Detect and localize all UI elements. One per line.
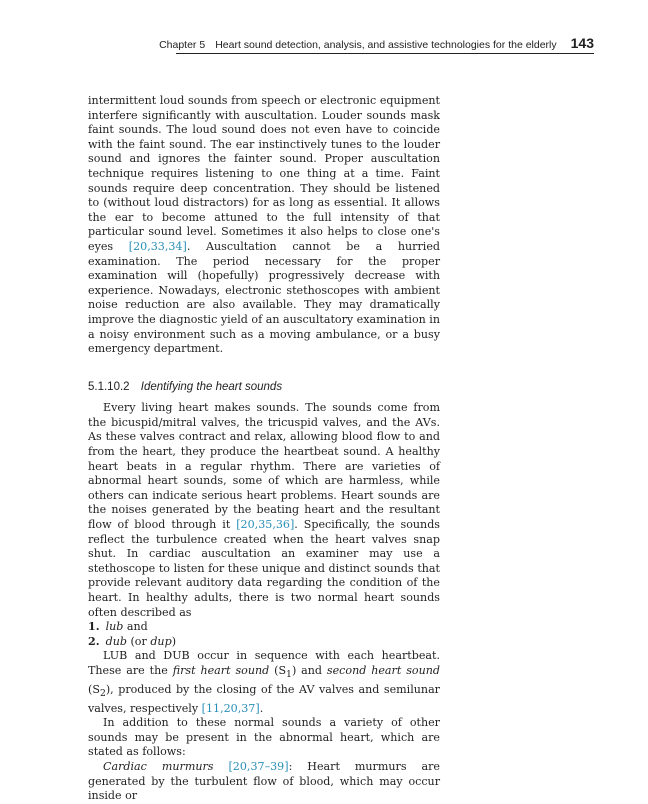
list-number: 1. (88, 620, 100, 634)
page-number: 143 (570, 35, 594, 51)
list-alt-term: dup (150, 634, 172, 648)
paragraph-text: . Auscultation cannot be a hurried examination. The period necessary for the proper examination will (hopefully) progressively decrease with experience. Nowadays, electronic stethoscopes with ambient noise reduction are also available. They may dramatically improve the diagnostic yield of an auscultatory examination in a noisy environment such as a moving ambulance, or a busy emergency department. (88, 239, 440, 356)
paragraph-text: ), produced by the closing of the AV valves and semilunar valves, respectively (88, 682, 440, 715)
citation-link[interactable]: [11,20,37] (201, 701, 260, 715)
section-title: Identifying the heart sounds (140, 380, 283, 393)
citation-link[interactable]: [20,35,36] (236, 518, 295, 532)
citation-link[interactable]: [20,33,34] (128, 239, 187, 253)
paragraph-heart-sounds (88, 401, 440, 620)
term-cardiac-murmurs: Cardiac murmurs (103, 759, 214, 773)
list-number: 2. (88, 634, 100, 648)
paragraph-text: : Heart murmurs are generated by the turbulent flow of blood, which may occur inside or (88, 759, 440, 803)
list-term: lub (105, 620, 124, 634)
list-close: ) (171, 634, 177, 648)
heart-sound-list (88, 620, 440, 649)
section-number: 5.1.10.2 (88, 380, 130, 393)
subscript: 1 (286, 669, 292, 681)
running-header (159, 35, 594, 55)
paragraph-text: (S (269, 663, 287, 677)
subscript: 2 (99, 688, 106, 699)
paragraph-cardiac-murmurs (88, 760, 440, 804)
citation-link[interactable]: [20,37–39] (228, 759, 289, 773)
paragraph-text: ) and (291, 663, 327, 677)
list-suffix: (or (126, 634, 151, 648)
header-rule (176, 53, 594, 54)
paragraph-text: LUB and DUB occur in sequence with each heartbeat. These are the (88, 649, 440, 677)
term-first-heart-sound: first heart sound (172, 663, 270, 677)
section-heading (88, 380, 440, 395)
term-second-heart-sound: second heart sound (326, 663, 440, 677)
list-item (88, 635, 440, 650)
paragraph-abnormal-sounds: In addition to these normal sounds a variety of other sounds may be present in the abnormal heart, which are stated as follows: (88, 716, 440, 759)
list-term: dub (105, 634, 127, 648)
paragraph-text: intermittent loud sounds from speech or electronic equipment interfere significantly with auscultation. Louder sounds mask faint sounds. The loud sound does not even have to coincide with the faint sound. The ear instinctively tunes to the louder sound and ignores the fainter sound. Proper auscultation technique requires listening to one thing at a time. Faint sounds require deep concentration. They should be listened to (without loud distractors) for as long as essential. It allows the ear to become attuned to the full intensity of that particular sound level. Sometimes it also helps to close one's eyes (88, 94, 440, 253)
paragraph-text: Every living heart makes sounds. The sounds come from the bicuspid/mitral valves, the tricuspid valves, and the AVs. As these valves contract and relax, allowing blood flow to and from the heart, they produce the heartbeat sound. A healthy heart beats in a regular rhythm. There are varieties of abnormal heart sounds, some of which are harmless, while others can indicate serious heart problems. Heart sounds are the noises generated by the beating heart and the resultant flow of blood through it (88, 401, 440, 532)
page-body (88, 94, 440, 804)
list-suffix: and (123, 620, 148, 634)
paragraph-text: . Specifically, the sounds reflect the turbulence created when the heart valves snap shut. In cardiac auscultation an examiner may use a stethoscope to listen for these unique and distinct sounds that provide relevant auditory data regarding the condition of the heart. In healthy adults, there is two normal heart sounds often described as (88, 518, 440, 619)
paragraph-text: (S (88, 682, 100, 696)
chapter-title: Heart sound detection, analysis, and assistive technologies for the elderly (215, 39, 557, 51)
paragraph-lub-dub (88, 649, 440, 716)
paragraph-text: . (259, 701, 264, 715)
list-item (88, 620, 440, 635)
paragraph-ambient-noise (88, 94, 440, 357)
chapter-label: Chapter 5 (159, 39, 206, 51)
